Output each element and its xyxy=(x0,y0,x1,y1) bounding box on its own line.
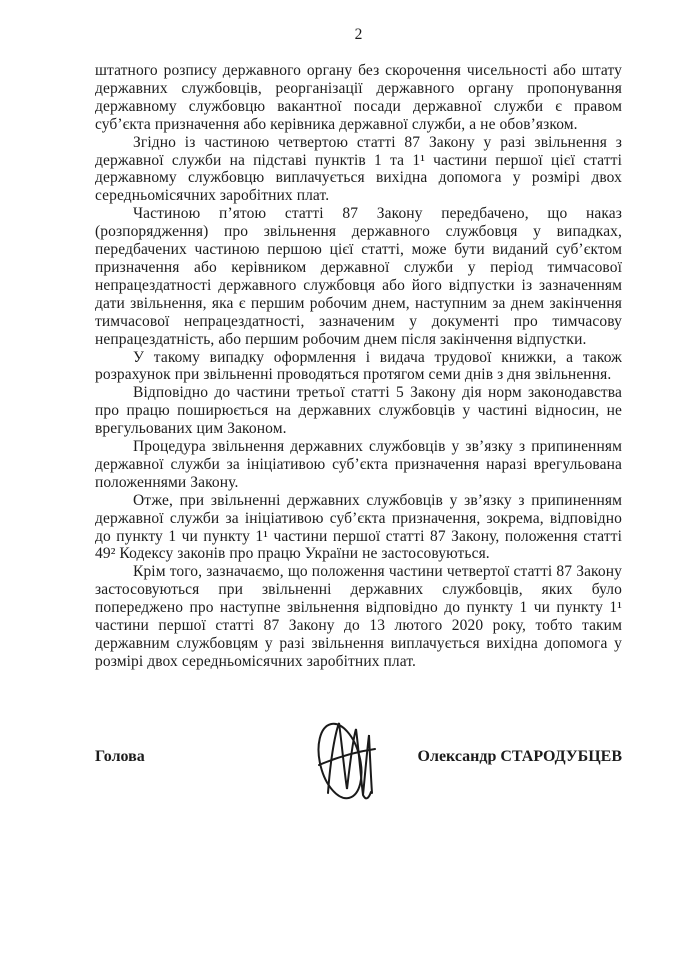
page-number: 2 xyxy=(354,26,363,43)
signature-block xyxy=(95,748,622,766)
document-body xyxy=(95,62,622,671)
paragraph: Згідно із частиною четвертою статті 87 Закону у разі звільнення з державної служби на підставі пунктів 1 та 1¹ частини першої цієї статті державному службовцю виплачується вихідна допомога у розмірі двох середньомісячних заробітних плат. xyxy=(95,133,622,205)
signatory-name: Олександр СТАРОДУБЦЕВ xyxy=(417,748,622,765)
paragraph: У такому випадку оформлення і видача трудової книжки, а також розрахунок при звільненні проводяться протягом семи днів з дня звільнення. xyxy=(95,348,622,384)
paragraph: Процедура звільнення державних службовців у зв’язку з припиненням державної служби за ініціативою суб’єкта призначення наразі врегульована положеннями Закону. xyxy=(95,438,622,491)
paragraph: штатного розпису державного органу без скорочення чисельності або штату державних службовців, реорганізації державного органу пропонування державному службовцю вакантної посади державної служби є правом суб’єкта призначення або керівника державної служби, а не обов’язком. xyxy=(95,62,622,133)
paragraph: Відповідно до частини третьої статті 5 Закону дія норм законодавства про працю поширюється на державних службовців у частині відносин, не врегульованих цим Законом. xyxy=(95,384,622,438)
paragraph: Отже, при звільненні державних службовців у зв’язку з припиненням державної служби за ініціативою суб’єкта призначення, зокрема, відповідно до пункту 1 чи пункту 1¹ частини першої статті 87 Закону, положення статті 49² Кодексу законів про працю України не застосовуються. xyxy=(95,491,622,563)
paragraph: Частиною п’ятою статті 87 Закону передбачено, що наказ (розпорядження) про звільнення державного службовця у випадках, передбачених частиною першою цієї статті, може бути виданий суб’єктом призначення або керівником державної служби у період тимчасової непрацездатності державного службовця або його відпустки із зазначенням дати звільнення, яка є першим робочим днем, наступним за днем закінчення тимчасової непрацездатності, зазначеним у документі про тимчасову непрацездатність, або першим робочим днем після закінчення відпустки. xyxy=(95,205,622,348)
signatory-title: Голова xyxy=(95,748,145,765)
paragraph: Крім того, зазначаємо, що положення частини четвертої статті 87 Закону застосовуються при звільненні державних службовців, яких було попереджено про наступне звільнення відповідно до пункту 1 чи пункту 1¹ частини першої статті 87 Закону до 13 лютого 2020 року, тобто таким державним службовцям у разі звільнення виплачується вихідна допомога у розмірі двох середньомісячних заробітних плат. xyxy=(95,563,622,670)
